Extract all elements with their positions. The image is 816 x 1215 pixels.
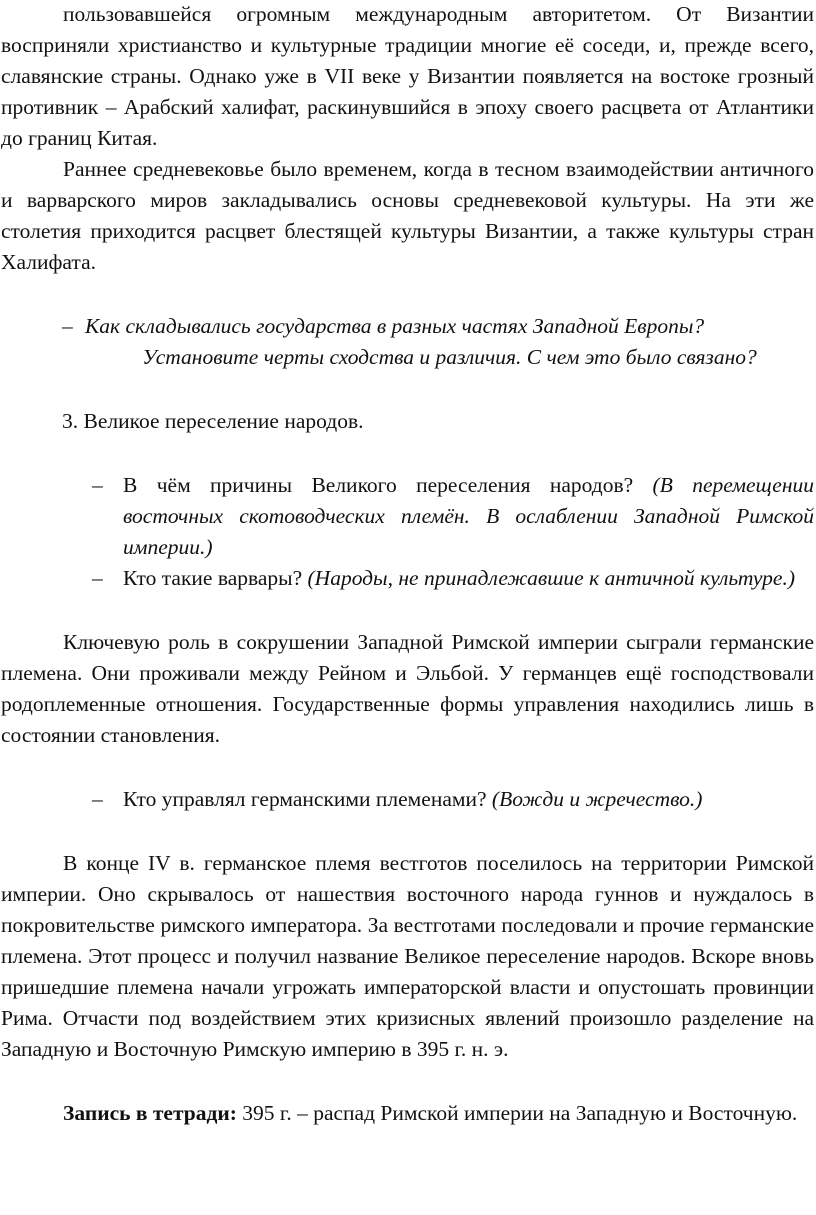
spacer	[0, 594, 816, 627]
question-line-2: Установите черты сходства и различия. С чем это было связано?	[142, 345, 757, 369]
spacer	[0, 278, 816, 311]
dash-marker: –	[92, 473, 103, 497]
spacer	[0, 373, 816, 406]
paragraph-early-middle-ages	[0, 154, 816, 278]
question-list-germans	[0, 784, 816, 815]
list-item	[0, 784, 816, 815]
paragraph-text: В конце IV в. германское племя вестготов поселилось на территории Римской империи. Оно скрывалось от нашествия восточного народа гуннов и нуждалось в покровительстве римского императора. За вестготами последовали и прочие германские племена. Этот процесс и получил название Великое переселение народов. Вскоре вновь пришедшие племена начали угрожать императорской власти и опустошать провинции Рима. Отчасти под воздействием этих кризисных явлений произошло разделение на Западную и Восточную Римскую империю в 395 г. н. э.	[1, 851, 814, 1061]
question-text: Кто такие варвары?	[123, 566, 303, 590]
paragraph-text: Раннее средневековье было временем, когда в тесном взаимодействии античного и варварского миров закладывались основы средневековой культуры. На эти же столетия приходится расцвет блестящей культуры Византии, а также культуры стран Халифата.	[1, 157, 814, 274]
question-text: Кто управлял германскими племенами?	[123, 787, 487, 811]
question-line-1: Как складывались государства в разных частях Западной Европы?	[85, 314, 705, 338]
paragraph-text: Ключевую роль в сокрушении Западной Римской империи сыграли германские племена. Они проживали между Рейном и Эльбой. У германцев ещё господствовали родоплеменные отношения. Государственные формы управления находились лишь в состоянии становления.	[1, 630, 814, 747]
paragraph-text: пользовавшейся огромным международным авторитетом. От Византии восприняли христианство и культурные традиции многие её соседи, и, прежде всего, славянские страны. Однако уже в VII веке у Византии появляется на востоке грозный противник – Арабский халифат, раскинувшийся в эпоху своего расцвета от Атлантики до границ Китая.	[1, 2, 814, 150]
question-text: В чём причины Великого переселения народов?	[123, 473, 634, 497]
answer-text: (Вожди и жречество.)	[491, 787, 703, 811]
answer-text: (Народы, не принадлежавшие к античной культуре.)	[307, 566, 795, 590]
notebook-note	[0, 1098, 816, 1129]
spacer	[0, 815, 816, 848]
spacer	[0, 437, 816, 470]
discussion-question	[0, 311, 816, 373]
spacer	[0, 1065, 816, 1098]
note-label: Запись в тетради:	[63, 1101, 237, 1125]
list-item	[0, 563, 816, 594]
spacer	[0, 751, 816, 784]
dash-marker: –	[62, 314, 73, 338]
question-list-migration	[0, 470, 816, 594]
paragraph-visigoths	[0, 848, 816, 1065]
paragraph-germanic-tribes	[0, 627, 816, 751]
dash-marker: –	[92, 787, 103, 811]
paragraph-byzantium	[0, 0, 816, 154]
list-item	[0, 470, 816, 563]
section-heading: 3. Великое переселение народов.	[62, 409, 364, 433]
dash-marker: –	[92, 566, 103, 590]
answer-text: (В перемещении восточных скотоводческих племён. В ослаблении Западной Римской империи.)	[123, 473, 814, 559]
note-text: 395 г. – распад Римской империи на Западную и Восточную.	[242, 1101, 798, 1125]
